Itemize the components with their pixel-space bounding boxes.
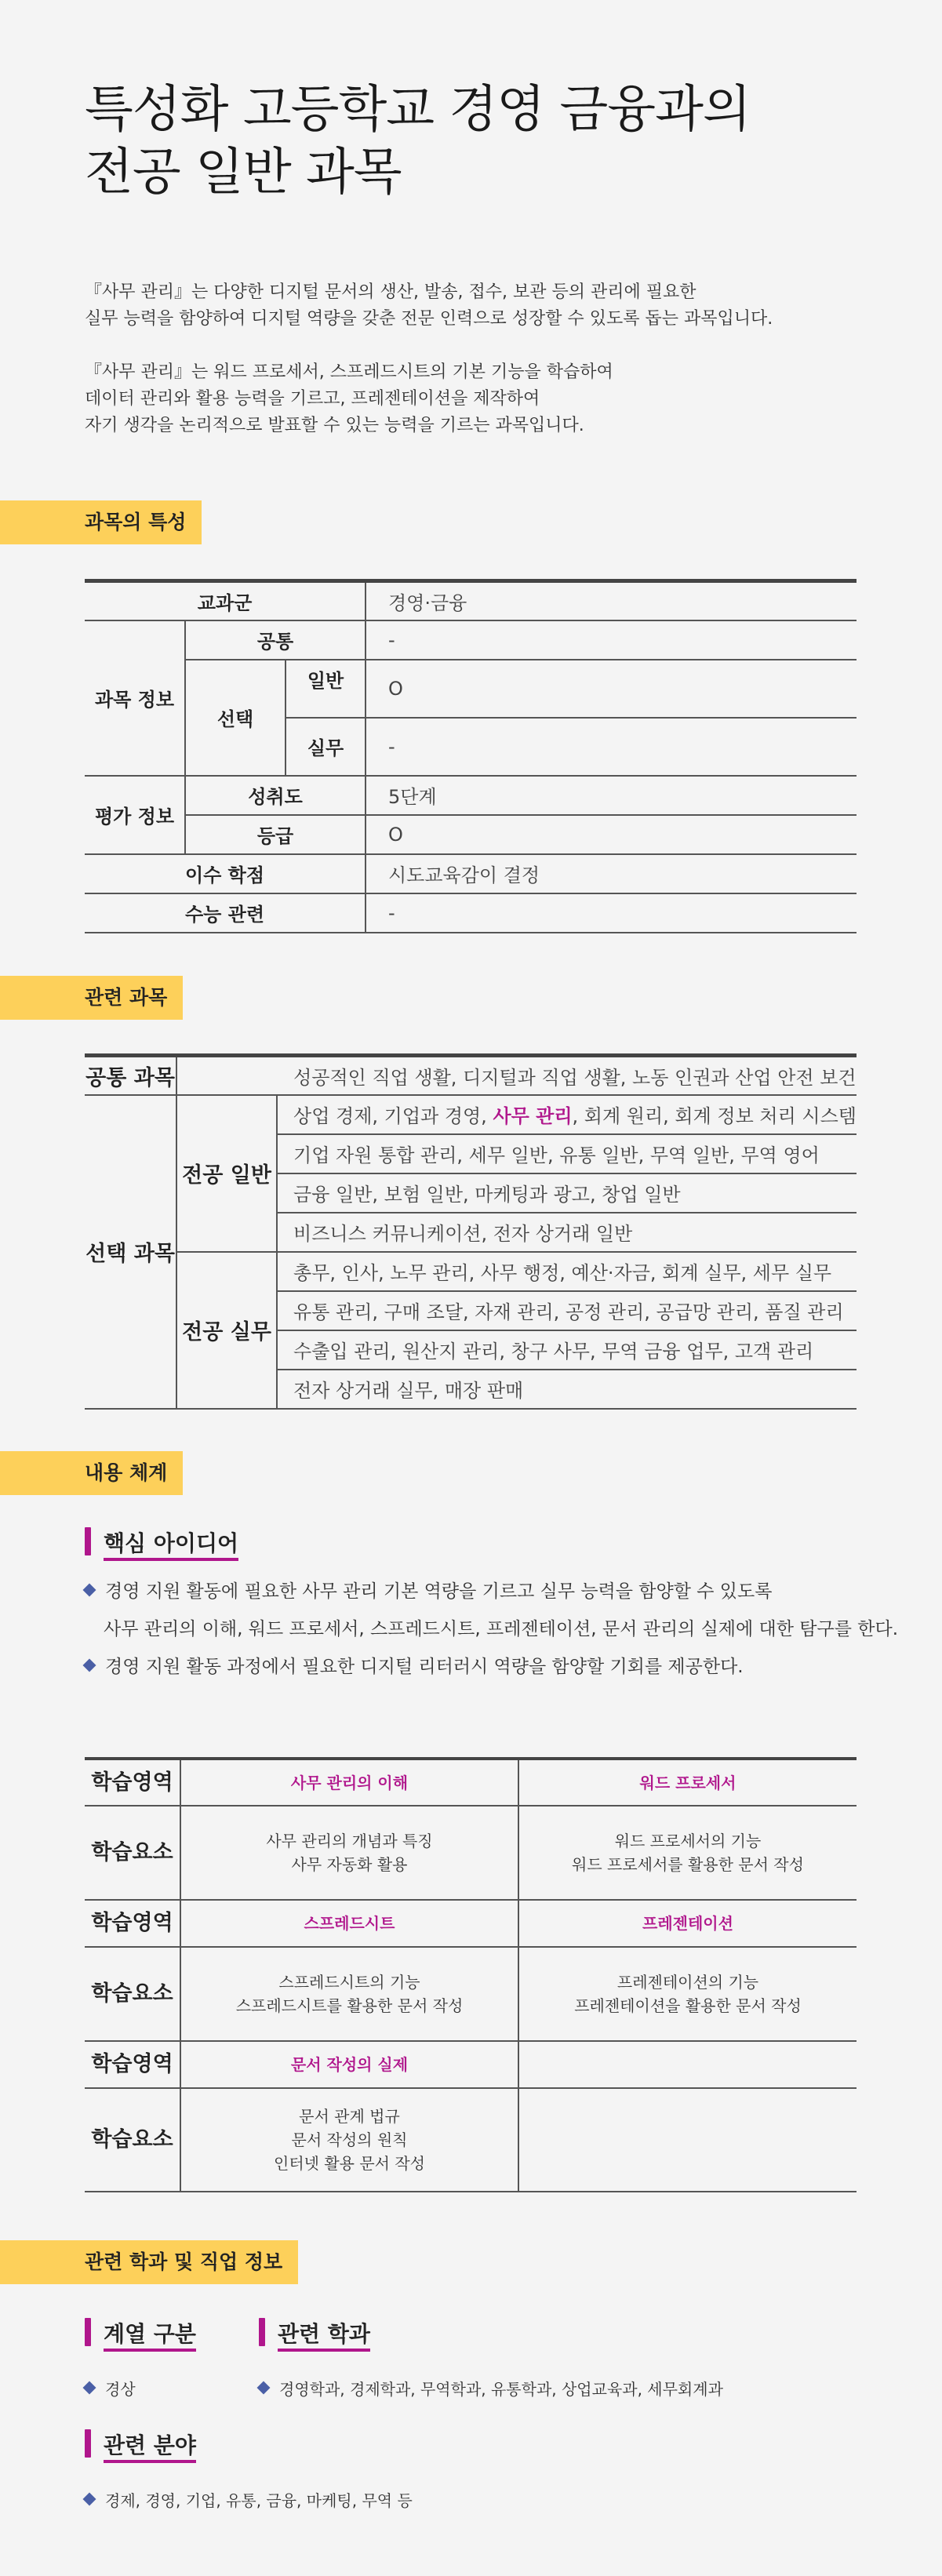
page-title (85, 78, 751, 204)
core-idea-list (85, 1573, 898, 1686)
table-row (85, 620, 857, 660)
empty-cell (518, 2088, 857, 2192)
group-value: 경영·금융 (366, 581, 857, 620)
csat-label: 수능 관련 (85, 893, 366, 933)
intro-line: 자기 생각을 논리적으로 발표할 수 있는 능력을 기르는 과목입니다. (85, 416, 584, 435)
element-text: 문서 작성의 원칙 (291, 2130, 408, 2149)
bullet-diamond-icon (83, 1584, 96, 1597)
intro-line: 데이터 관리와 활용 능력을 기르고, 프레젠테이션을 제작하여 (85, 389, 540, 409)
table-row (85, 776, 857, 815)
table-row (85, 1252, 857, 1291)
core-idea-heading-text: 핵심 아이디어 (104, 1530, 238, 1561)
list-item (85, 1573, 898, 1610)
csat-value: - (366, 893, 857, 933)
elective-subjects-label: 선택 과목 (85, 1095, 176, 1409)
table-row (85, 1900, 857, 1947)
table-row (85, 815, 857, 854)
section-label-related-subjects: 관련 과목 (0, 976, 183, 1020)
table-row (85, 2088, 857, 2192)
group-label: 교과군 (85, 581, 366, 620)
dept-heading-text: 관련 학과 (278, 2321, 370, 2352)
section-label-careers: 관련 학과 및 직업 정보 (0, 2240, 298, 2284)
area-value (85, 2488, 413, 2511)
table-row (85, 893, 857, 933)
dept-value (259, 2377, 723, 2400)
element-text: 사무 자동화 활용 (291, 1855, 408, 1874)
bullet-diamond-icon (257, 2381, 271, 2395)
element-cell (518, 1806, 857, 1900)
major-general-row: 기업 자원 통합 관리, 세무 일반, 유통 일반, 무역 일반, 무역 영어 (277, 1134, 857, 1173)
major-practical-label: 전공 실무 (176, 1252, 277, 1409)
field-heading-text: 계열 구분 (104, 2321, 196, 2352)
list-item-text: 경영 지원 활동 과정에서 필요한 디지털 리터러시 역량을 함양할 기회를 제공한다. (105, 1657, 744, 1677)
grade-value: O (366, 815, 857, 854)
element-text: 프레젠테이션의 기능 (616, 1973, 759, 1992)
general-value: O (366, 660, 857, 718)
intro-paragraph-1 (85, 279, 773, 333)
exclamation-marker-icon (85, 2318, 91, 2346)
exclamation-marker-icon (259, 2318, 265, 2346)
achievement-label: 성취도 (185, 776, 366, 815)
common-value: - (366, 620, 857, 660)
table-row (85, 660, 857, 697)
major-practical-row: 전자 상거래 실무, 매장 판매 (277, 1370, 857, 1409)
intro-line: 실무 능력을 함양하여 디지털 역량을 갖춘 전문 인력으로 성장할 수 있도록 돕는 과목입니다. (85, 309, 773, 329)
info-label: 과목 정보 (85, 620, 185, 776)
element-text: 프레젠테이션을 활용한 문서 작성 (574, 1996, 802, 2015)
element-cell (180, 1947, 518, 2041)
intro-paragraph-2 (85, 359, 613, 439)
field-heading (85, 2317, 196, 2349)
element-cell (180, 1806, 518, 1900)
table-row (85, 581, 857, 620)
title-line-1: 특성화 고등학교 경영 금융과의 (85, 81, 751, 139)
table-row (85, 1947, 857, 2041)
field-value (85, 2377, 136, 2400)
table-row (85, 2041, 857, 2088)
major-general-row: 비즈니스 커뮤니케이션, 전자 상거래 일반 (277, 1213, 857, 1252)
area-heading (85, 2429, 196, 2460)
table-spacer (286, 697, 366, 718)
common-subjects-label: 공통 과목 (85, 1056, 176, 1095)
major-general-row (277, 1095, 857, 1134)
eval-label: 평가 정보 (85, 776, 185, 854)
area-label: 학습영역 (85, 1759, 180, 1806)
practical-label: 실무 (286, 718, 366, 776)
list-item-text: 경영 지원 활동에 필요한 사무 관리 기본 역량을 기르고 실무 능력을 함양할 수 있도록 (105, 1581, 773, 1602)
area-label: 학습영역 (85, 2041, 180, 2088)
element-text: 문서 관계 법규 (299, 2107, 400, 2126)
major-general-label: 전공 일반 (176, 1095, 277, 1252)
section-label-content-system: 내용 체계 (0, 1451, 183, 1495)
practical-value: - (366, 718, 857, 776)
element-text: 워드 프로세서를 활용한 문서 작성 (572, 1855, 804, 1874)
area-cell: 사무 관리의 이해 (180, 1759, 518, 1806)
field-value-text: 경상 (105, 2380, 136, 2399)
list-item (85, 1648, 898, 1686)
bullet-diamond-icon (83, 2493, 96, 2506)
element-text: 워드 프로세서의 기능 (614, 1832, 762, 1850)
table-row (85, 1095, 857, 1134)
table-row (85, 854, 857, 893)
area-value-text: 경제, 경영, 기업, 유통, 금융, 마케팅, 무역 등 (105, 2491, 413, 2510)
element-text: 스프레드시트의 기능 (278, 1973, 420, 1992)
bullet-diamond-icon (83, 1659, 96, 1672)
element-cell (180, 2088, 518, 2192)
major-practical-row: 총무, 인사, 노무 관리, 사무 행정, 예산·자금, 회계 실무, 세무 실무 (277, 1252, 857, 1291)
area-heading-text: 관련 분야 (104, 2432, 196, 2463)
subject-text: , 회계 원리, 회계 정보 처리 시스템 (572, 1105, 857, 1127)
element-text: 인터넷 활용 문서 작성 (274, 2154, 425, 2173)
area-cell: 워드 프로세서 (518, 1759, 857, 1806)
bullet-diamond-icon (83, 2381, 96, 2395)
element-cell (518, 1947, 857, 2041)
elective-label: 선택 (185, 660, 286, 776)
intro-line: 『사무 관리』는 워드 프로세서, 스프레드시트의 기본 기능을 학습하여 (85, 362, 613, 382)
dept-value-text: 경영학과, 경제학과, 무역학과, 유통학과, 상업교육과, 세무회계과 (279, 2380, 723, 2399)
element-text: 사무 관리의 개념과 특징 (266, 1832, 433, 1850)
intro-line: 『사무 관리』는 다양한 디지털 문서의 생산, 발송, 접수, 보관 등의 관리에 필요한 (85, 282, 696, 302)
area-cell: 프레젠테이션 (518, 1900, 857, 1947)
dept-heading (259, 2317, 370, 2349)
element-label: 학습요소 (85, 1947, 180, 2041)
element-label: 학습요소 (85, 2088, 180, 2192)
empty-cell (518, 2041, 857, 2088)
table-row (85, 1759, 857, 1806)
element-text: 스프레드시트를 활용한 문서 작성 (235, 1996, 464, 2015)
highlight-subject: 사무 관리 (493, 1105, 573, 1127)
section-label-characteristics: 과목의 특성 (0, 500, 202, 544)
area-cell: 스프레드시트 (180, 1900, 518, 1947)
list-item-continued: 사무 관리의 이해, 워드 프로세서, 스프레드시트, 프레젠테이션, 문서 관리의 실제에 대한 탐구를 한다. (104, 1619, 899, 1639)
achievement-value: 5단계 (366, 776, 857, 815)
general-label: 일반 (286, 660, 366, 697)
grade-label: 등급 (185, 815, 366, 854)
major-practical-row: 수출입 관리, 원산지 관리, 창구 사무, 무역 금융 업무, 고객 관리 (277, 1330, 857, 1370)
content-system-table (85, 1757, 857, 2192)
area-label: 학습영역 (85, 1900, 180, 1947)
credit-label: 이수 학점 (85, 854, 366, 893)
element-label: 학습요소 (85, 1806, 180, 1900)
related-subjects-table (85, 1053, 857, 1410)
common-subjects-value: 성공적인 직업 생활, 디지털과 직업 생활, 노동 인권과 산업 안전 보건 (176, 1056, 857, 1095)
title-line-2: 전공 일반 과목 (85, 144, 402, 202)
major-practical-row: 유통 관리, 구매 조달, 자재 관리, 공정 관리, 공급망 관리, 품질 관리 (277, 1291, 857, 1330)
table-row (85, 1056, 857, 1095)
characteristics-table (85, 579, 857, 933)
credit-value: 시도교육감이 결정 (366, 854, 857, 893)
common-label: 공통 (185, 620, 366, 660)
table-row (85, 1806, 857, 1900)
exclamation-marker-icon (85, 1527, 91, 1555)
subject-text: 상업 경제, 기업과 경영, (293, 1105, 493, 1127)
area-cell: 문서 작성의 실제 (180, 2041, 518, 2088)
exclamation-marker-icon (85, 2429, 91, 2458)
core-idea-heading (85, 1526, 238, 1558)
major-general-row: 금융 일반, 보험 일반, 마케팅과 광고, 창업 일반 (277, 1173, 857, 1213)
